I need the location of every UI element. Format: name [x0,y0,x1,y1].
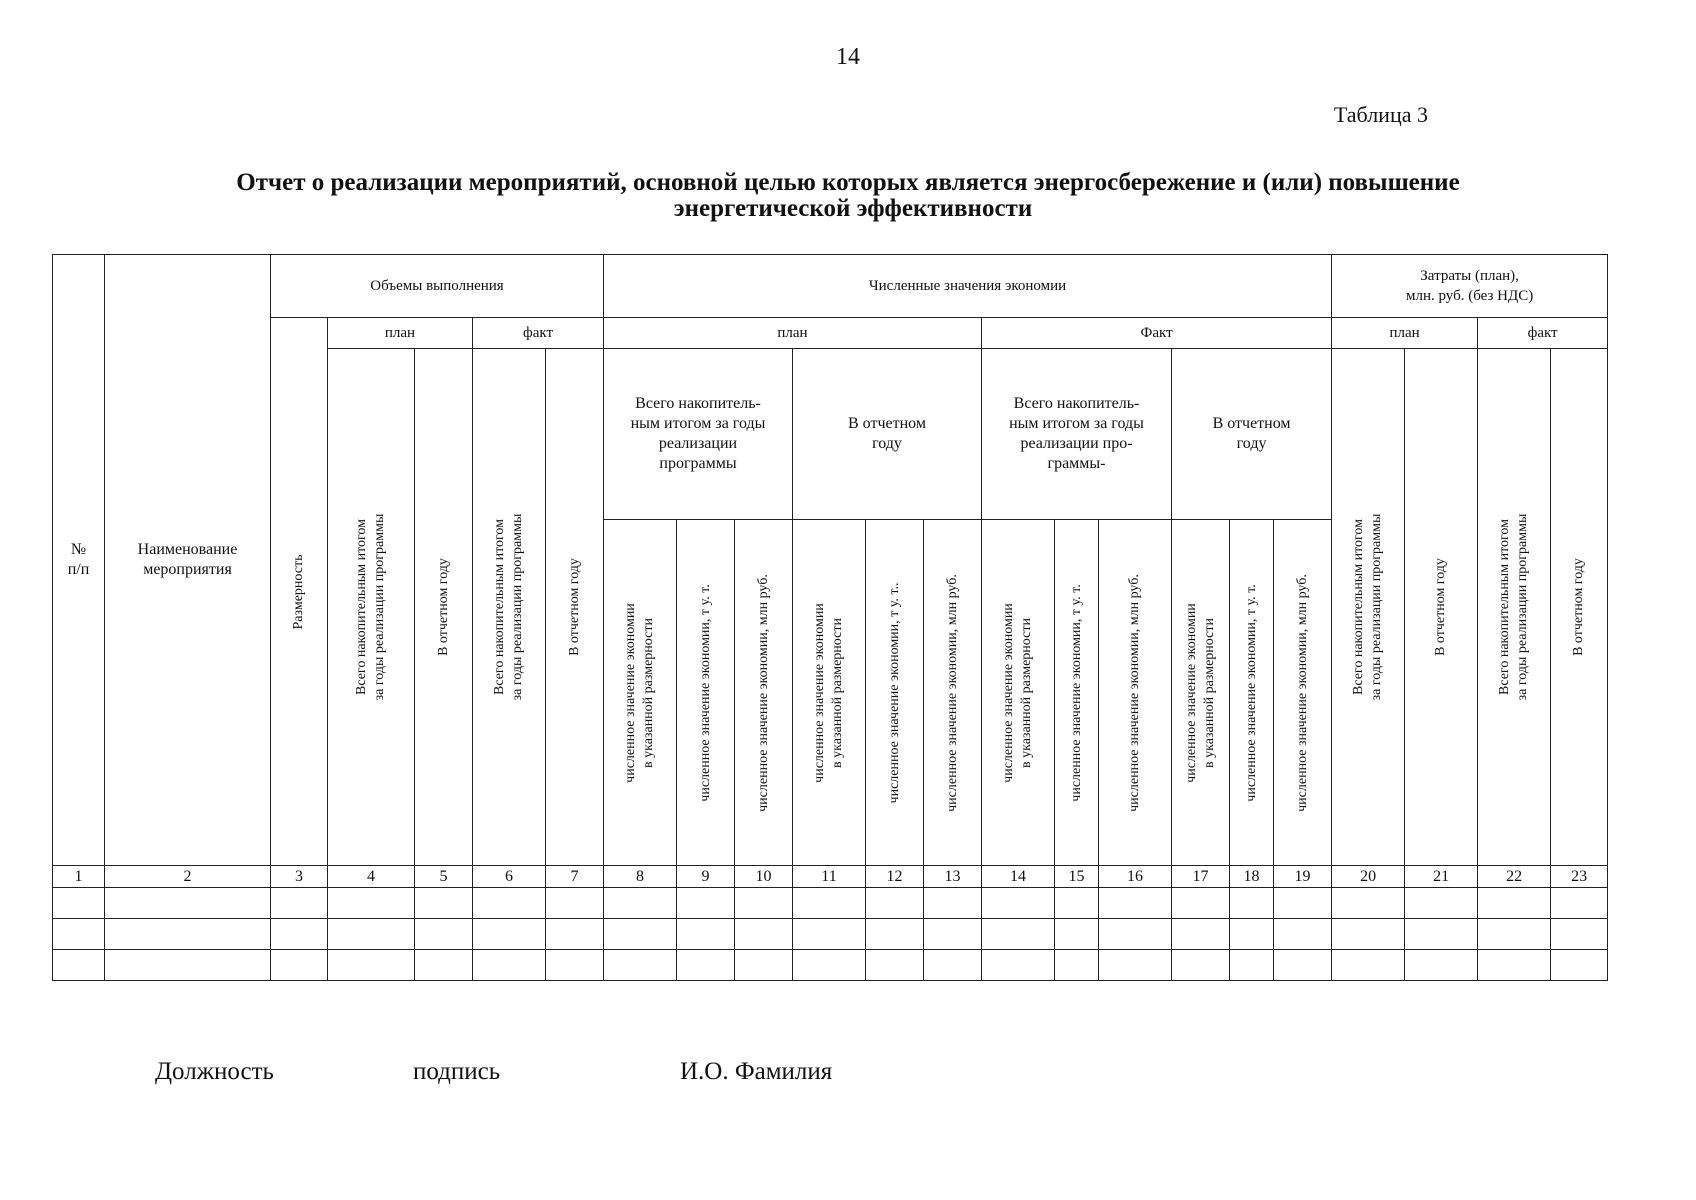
table-cell[interactable] [1478,919,1551,950]
table-label: Таблица 3 [1333,102,1428,127]
col-num: 17 [1172,866,1230,888]
table-cell[interactable] [924,950,982,981]
title-line-2: энергетической эффективности [673,195,1033,222]
table-cell[interactable] [473,950,546,981]
report-table [52,254,1608,981]
table-cell[interactable] [415,919,473,950]
table-cell[interactable] [793,950,866,981]
header-col-6-line2: за годы реализации программы [510,513,525,701]
header-name [105,255,271,866]
table-cell[interactable] [415,950,473,981]
header-col-5-text: В отчетном году [435,558,451,656]
col-num: 20 [1332,866,1405,888]
header-volumes-fact: факт [473,318,604,349]
h13-text: численное значение экономии, млн руб. [944,573,960,812]
table-cell[interactable] [1478,950,1551,981]
header-col-20 [1332,349,1405,866]
header-col-10 [735,520,793,866]
table-cell[interactable] [1478,888,1551,919]
table-cell[interactable] [53,888,105,919]
table-cell[interactable] [1099,919,1172,950]
table-cell[interactable] [328,950,415,981]
header-col-16 [1099,520,1172,866]
table-cell[interactable] [546,950,604,981]
header-col-6 [473,349,546,866]
header-col-21-text: В отчетном году [1433,558,1449,656]
table-cell[interactable] [1332,950,1405,981]
col-num: 12 [866,866,924,888]
header-col-18 [1230,520,1274,866]
table-cell[interactable] [1405,888,1478,919]
spc-line2: ным итогом за годы [630,415,766,432]
table-cell[interactable] [982,950,1055,981]
signature-name: И.О. Фамилия [680,1058,833,1085]
table-cell[interactable] [1551,950,1608,981]
h14-line2: в указанной размерности [1019,617,1034,768]
table-cell[interactable] [604,950,677,981]
spc-line3: реализации [658,435,738,452]
table-cell[interactable] [473,888,546,919]
table-cell[interactable] [1405,950,1478,981]
header-col-8 [604,520,677,866]
h10-text: численное значение экономии, млн руб. [755,573,771,812]
col-num: 14 [982,866,1055,888]
table-cell[interactable] [271,888,328,919]
header-costs-line2: млн. руб. (без НДС) [1405,288,1534,304]
table-cell[interactable] [473,919,546,950]
header-col-22-line2: за годы реализации программы [1515,513,1531,701]
col-num: 9 [677,866,735,888]
h17-line2: в указанной размерности [1201,617,1217,768]
header-col-12 [866,520,924,866]
sfc-line3: реализации про- [1020,435,1133,452]
header-col-11 [793,520,866,866]
table-cell[interactable] [735,950,793,981]
header-col-4-line1: Всего накопительным итогом [354,519,369,695]
header-name-line1: Наименование [137,541,238,558]
table-cell[interactable] [1332,888,1405,919]
header-col-22-line1: Всего накопительным итогом [1497,519,1513,695]
header-col-4 [328,349,415,866]
header-savings-plan-cumulative [604,349,793,520]
table-cell[interactable] [328,888,415,919]
h11-line1: численное значение экономии [812,602,827,783]
header-savings: Численные значения экономии [604,255,1332,318]
col-num: 23 [1551,866,1608,888]
column-number-row [53,866,1608,888]
table-cell[interactable] [604,888,677,919]
table-cell[interactable] [1551,919,1608,950]
table-cell[interactable] [793,919,866,950]
page-number: 14 [836,44,860,70]
table-cell[interactable] [105,950,271,981]
table-row [53,888,1608,919]
header-savings-fact-cumulative [982,349,1172,520]
table-cell[interactable] [53,919,105,950]
col-num: 5 [415,866,473,888]
h17-line1: численное значение экономии [1183,602,1199,783]
table-cell[interactable] [328,919,415,950]
spc-line1: Всего накопитель- [635,395,761,412]
signature-sign: подпись [413,1058,501,1085]
sfc-line1: Всего накопитель- [1013,395,1140,412]
header-savings-fact-year [1172,349,1332,520]
header-volumes: Объемы выполнения [271,255,604,318]
table-cell[interactable] [105,919,271,950]
header-col-7-text: В отчетном году [566,558,582,656]
table-cell[interactable] [677,888,735,919]
header-col-23 [1551,349,1608,866]
h11-line2: в указанной размерности [830,617,845,768]
header-col-20-line2: за годы реализации программы [1369,513,1385,701]
h12-text: численное значение экономии, т у. т.. [886,582,902,803]
col-num: 6 [473,866,546,888]
table-cell[interactable] [105,888,271,919]
document-title [0,170,1696,222]
table-cell[interactable] [1274,919,1332,950]
h16-text: численное значение экономии, млн руб. [1127,573,1142,812]
col-num: 8 [604,866,677,888]
col-num: 1 [53,866,105,888]
title-line-1: Отчет о реализации мероприятий, основной целью которых является энергосбережение и (или) повышение [236,169,1460,196]
table-cell[interactable] [677,950,735,981]
header-volumes-plan: план [328,318,473,349]
header-no-line1: № [70,541,87,558]
sfc-line4: граммы- [1047,455,1106,472]
table-cell[interactable] [982,919,1055,950]
header-costs-fact: факт [1478,318,1608,349]
header-costs-plan: план [1332,318,1478,349]
table-cell[interactable] [924,888,982,919]
table-cell[interactable] [1172,888,1230,919]
table-cell[interactable] [1551,888,1608,919]
table-cell[interactable] [1055,888,1099,919]
header-col-17 [1172,520,1230,866]
table-cell[interactable] [735,919,793,950]
h8-line1: численное значение экономии [623,602,638,783]
header-col-15 [1055,520,1099,866]
header-col-23-text: В отчетном году [1571,558,1587,656]
header-savings-plan-year [793,349,982,520]
sfy-line1: В отчетном [1212,415,1291,432]
header-col-19 [1274,520,1332,866]
header-col-22 [1478,349,1551,866]
header-col-7 [546,349,604,866]
table-cell[interactable] [1230,919,1274,950]
table-cell[interactable] [866,919,924,950]
header-no [53,255,105,866]
table-cell[interactable] [1055,950,1099,981]
h14-line1: численное значение экономии [1001,602,1016,783]
col-num: 11 [793,866,866,888]
h8-line2: в указанной размерности [641,617,656,768]
table-cell[interactable] [866,950,924,981]
table-cell[interactable] [1055,919,1099,950]
table-cell[interactable] [53,950,105,981]
sfc-line2: ным итогом за годы [1009,415,1144,432]
h18-text: численное значение экономии, т у. т. [1243,583,1259,802]
header-col-6-line1: Всего накопительным итогом [492,519,507,695]
header-savings-fact: Факт [982,318,1332,349]
header-dimension-text: Размерность [291,554,306,629]
header-no-line2: п/п [67,561,90,578]
col-num: 10 [735,866,793,888]
table-cell[interactable] [546,919,604,950]
table-row [53,919,1608,950]
header-col-14 [982,520,1055,866]
table-cell[interactable] [271,950,328,981]
spy-line2: году [872,435,902,452]
sfy-line2: году [1236,435,1267,452]
table-cell[interactable] [1230,950,1274,981]
table-cell[interactable] [924,919,982,950]
header-col-5 [415,349,473,866]
table-cell[interactable] [735,888,793,919]
header-col-21 [1405,349,1478,866]
col-num: 4 [328,866,415,888]
header-costs [1332,255,1608,318]
table-cell[interactable] [271,919,328,950]
h15-text: численное значение экономии, т у. т. [1068,583,1084,802]
table-cell[interactable] [1405,919,1478,950]
table-cell[interactable] [1172,919,1230,950]
header-name-line2: мероприятия [143,561,232,578]
spc-line4: программы [659,455,737,472]
spy-line1: В отчетном [848,415,926,432]
table-cell[interactable] [1230,888,1274,919]
table-cell[interactable] [982,888,1055,919]
header-savings-plan: план [604,318,982,349]
table-cell[interactable] [866,888,924,919]
col-num: 18 [1230,866,1274,888]
col-num: 7 [546,866,604,888]
table-row [53,950,1608,981]
col-num: 19 [1274,866,1332,888]
col-num: 15 [1055,866,1099,888]
table-cell[interactable] [1172,950,1230,981]
col-num: 21 [1405,866,1478,888]
table-cell[interactable] [1274,950,1332,981]
table-cell[interactable] [604,919,677,950]
header-col-20-line1: Всего накопительным итогом [1351,519,1367,695]
table-cell[interactable] [415,888,473,919]
col-num: 22 [1478,866,1551,888]
col-num: 13 [924,866,982,888]
col-num: 2 [105,866,271,888]
table-cell[interactable] [1099,950,1172,981]
col-num: 3 [271,866,328,888]
header-col-13 [924,520,982,866]
h19-text: численное значение экономии, млн руб. [1294,573,1310,812]
header-col-9 [677,520,735,866]
table-cell[interactable] [1274,888,1332,919]
header-costs-line1: Затраты (план), [1420,268,1519,284]
h9-text: численное значение экономии, т у. т. [697,583,713,802]
table-cell[interactable] [793,888,866,919]
table-cell[interactable] [1332,919,1405,950]
signature-position: Должность [155,1058,274,1085]
table-cell[interactable] [546,888,604,919]
header-dimension [271,318,328,866]
header-col-4-line2: за годы реализации программы [372,513,387,701]
col-num: 16 [1099,866,1172,888]
table-cell[interactable] [677,919,735,950]
table-cell[interactable] [1099,888,1172,919]
